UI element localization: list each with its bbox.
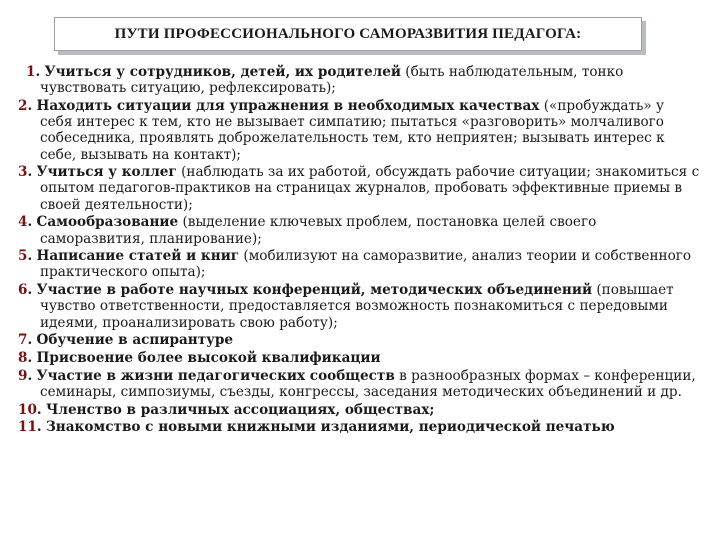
item-number: 9. — [18, 367, 33, 384]
item-text: (выделение ключевых проблем, постановка целей своего саморазвития, планирование); — [40, 214, 597, 247]
list-item — [18, 402, 700, 418]
item-text: в разнообразных формах – конференции, семинары, симпозиумы, съезды, конгрессы, заседания методических объединений и др. — [40, 367, 696, 400]
item-number: 7. — [18, 332, 33, 349]
item-text: (наблюдать за их работой, обсуждать рабочие ситуации; знакомиться с опытом педагогов-практиков на страницах журналов, пробовать эффективные приемы в своей деятельности); — [40, 164, 700, 213]
item-lead: Написание статей и книг — [36, 248, 240, 265]
item-lead: Самообразование — [36, 214, 179, 231]
item-lead: Членство в различных ассоциациях, обществах; — [45, 401, 435, 418]
item-number: 4. — [18, 214, 33, 231]
list-item — [18, 214, 700, 246]
item-number: 1. — [26, 64, 41, 80]
item-number: 5. — [18, 248, 33, 265]
item-lead: Учиться у коллег — [36, 164, 177, 181]
item-number: 8. — [18, 349, 33, 366]
item-text: (повышает чувство ответственности, предоставляется возможность познакомиться с передовыми идеями, проанализировать свою работу); — [40, 282, 674, 331]
item-number: 10. — [18, 401, 42, 418]
list-item — [18, 350, 700, 366]
item-text: (мобилизуют на саморазвитие, анализ теории и собственного практического опыта); — [40, 248, 692, 281]
item-lead: Присвоение более высокой квалификации — [36, 349, 381, 366]
item-lead: Находить ситуации для упражнения в необходимых качествах — [36, 97, 540, 114]
development-paths-list — [18, 64, 700, 437]
list-item — [18, 248, 700, 280]
item-lead: Учиться у сотрудников, детей, их родителей — [44, 64, 401, 80]
item-text: («пробуждать» у себя интерес к тем, кто не вызывает симпатию; пытаться «разговорить» молчаливого собеседника, проявлять доброжелательность тем, кто неприятен; вызывать интерес к себе, вызывать на контакт); — [40, 97, 665, 163]
item-lead: Участие в жизни педагогических сообществ — [36, 367, 395, 384]
item-lead: Знакомство с новыми книжными изданиями, периодической печатью — [45, 419, 615, 436]
item-number: 11. — [18, 419, 42, 436]
item-lead: Участие в работе научных конференций, методических объединений — [36, 282, 593, 299]
list-item — [18, 164, 700, 213]
item-lead: Обучение в аспирантуре — [36, 332, 233, 349]
list-item — [18, 332, 700, 348]
list-item — [18, 419, 700, 435]
list-item — [18, 64, 700, 96]
item-number: 6. — [18, 282, 33, 299]
item-number: 2. — [18, 97, 33, 114]
list-item — [18, 282, 700, 331]
title-box — [54, 17, 642, 51]
page-title: ПУТИ ПРОФЕССИОНАЛЬНОГО САМОРАЗВИТИЯ ПЕДАГОГА: — [114, 25, 582, 42]
item-text: (быть наблюдательным, тонко чувствовать ситуацию, рефлексировать); — [40, 64, 624, 97]
item-number: 3. — [18, 164, 33, 181]
list-item — [18, 98, 700, 163]
list-item — [18, 368, 700, 400]
